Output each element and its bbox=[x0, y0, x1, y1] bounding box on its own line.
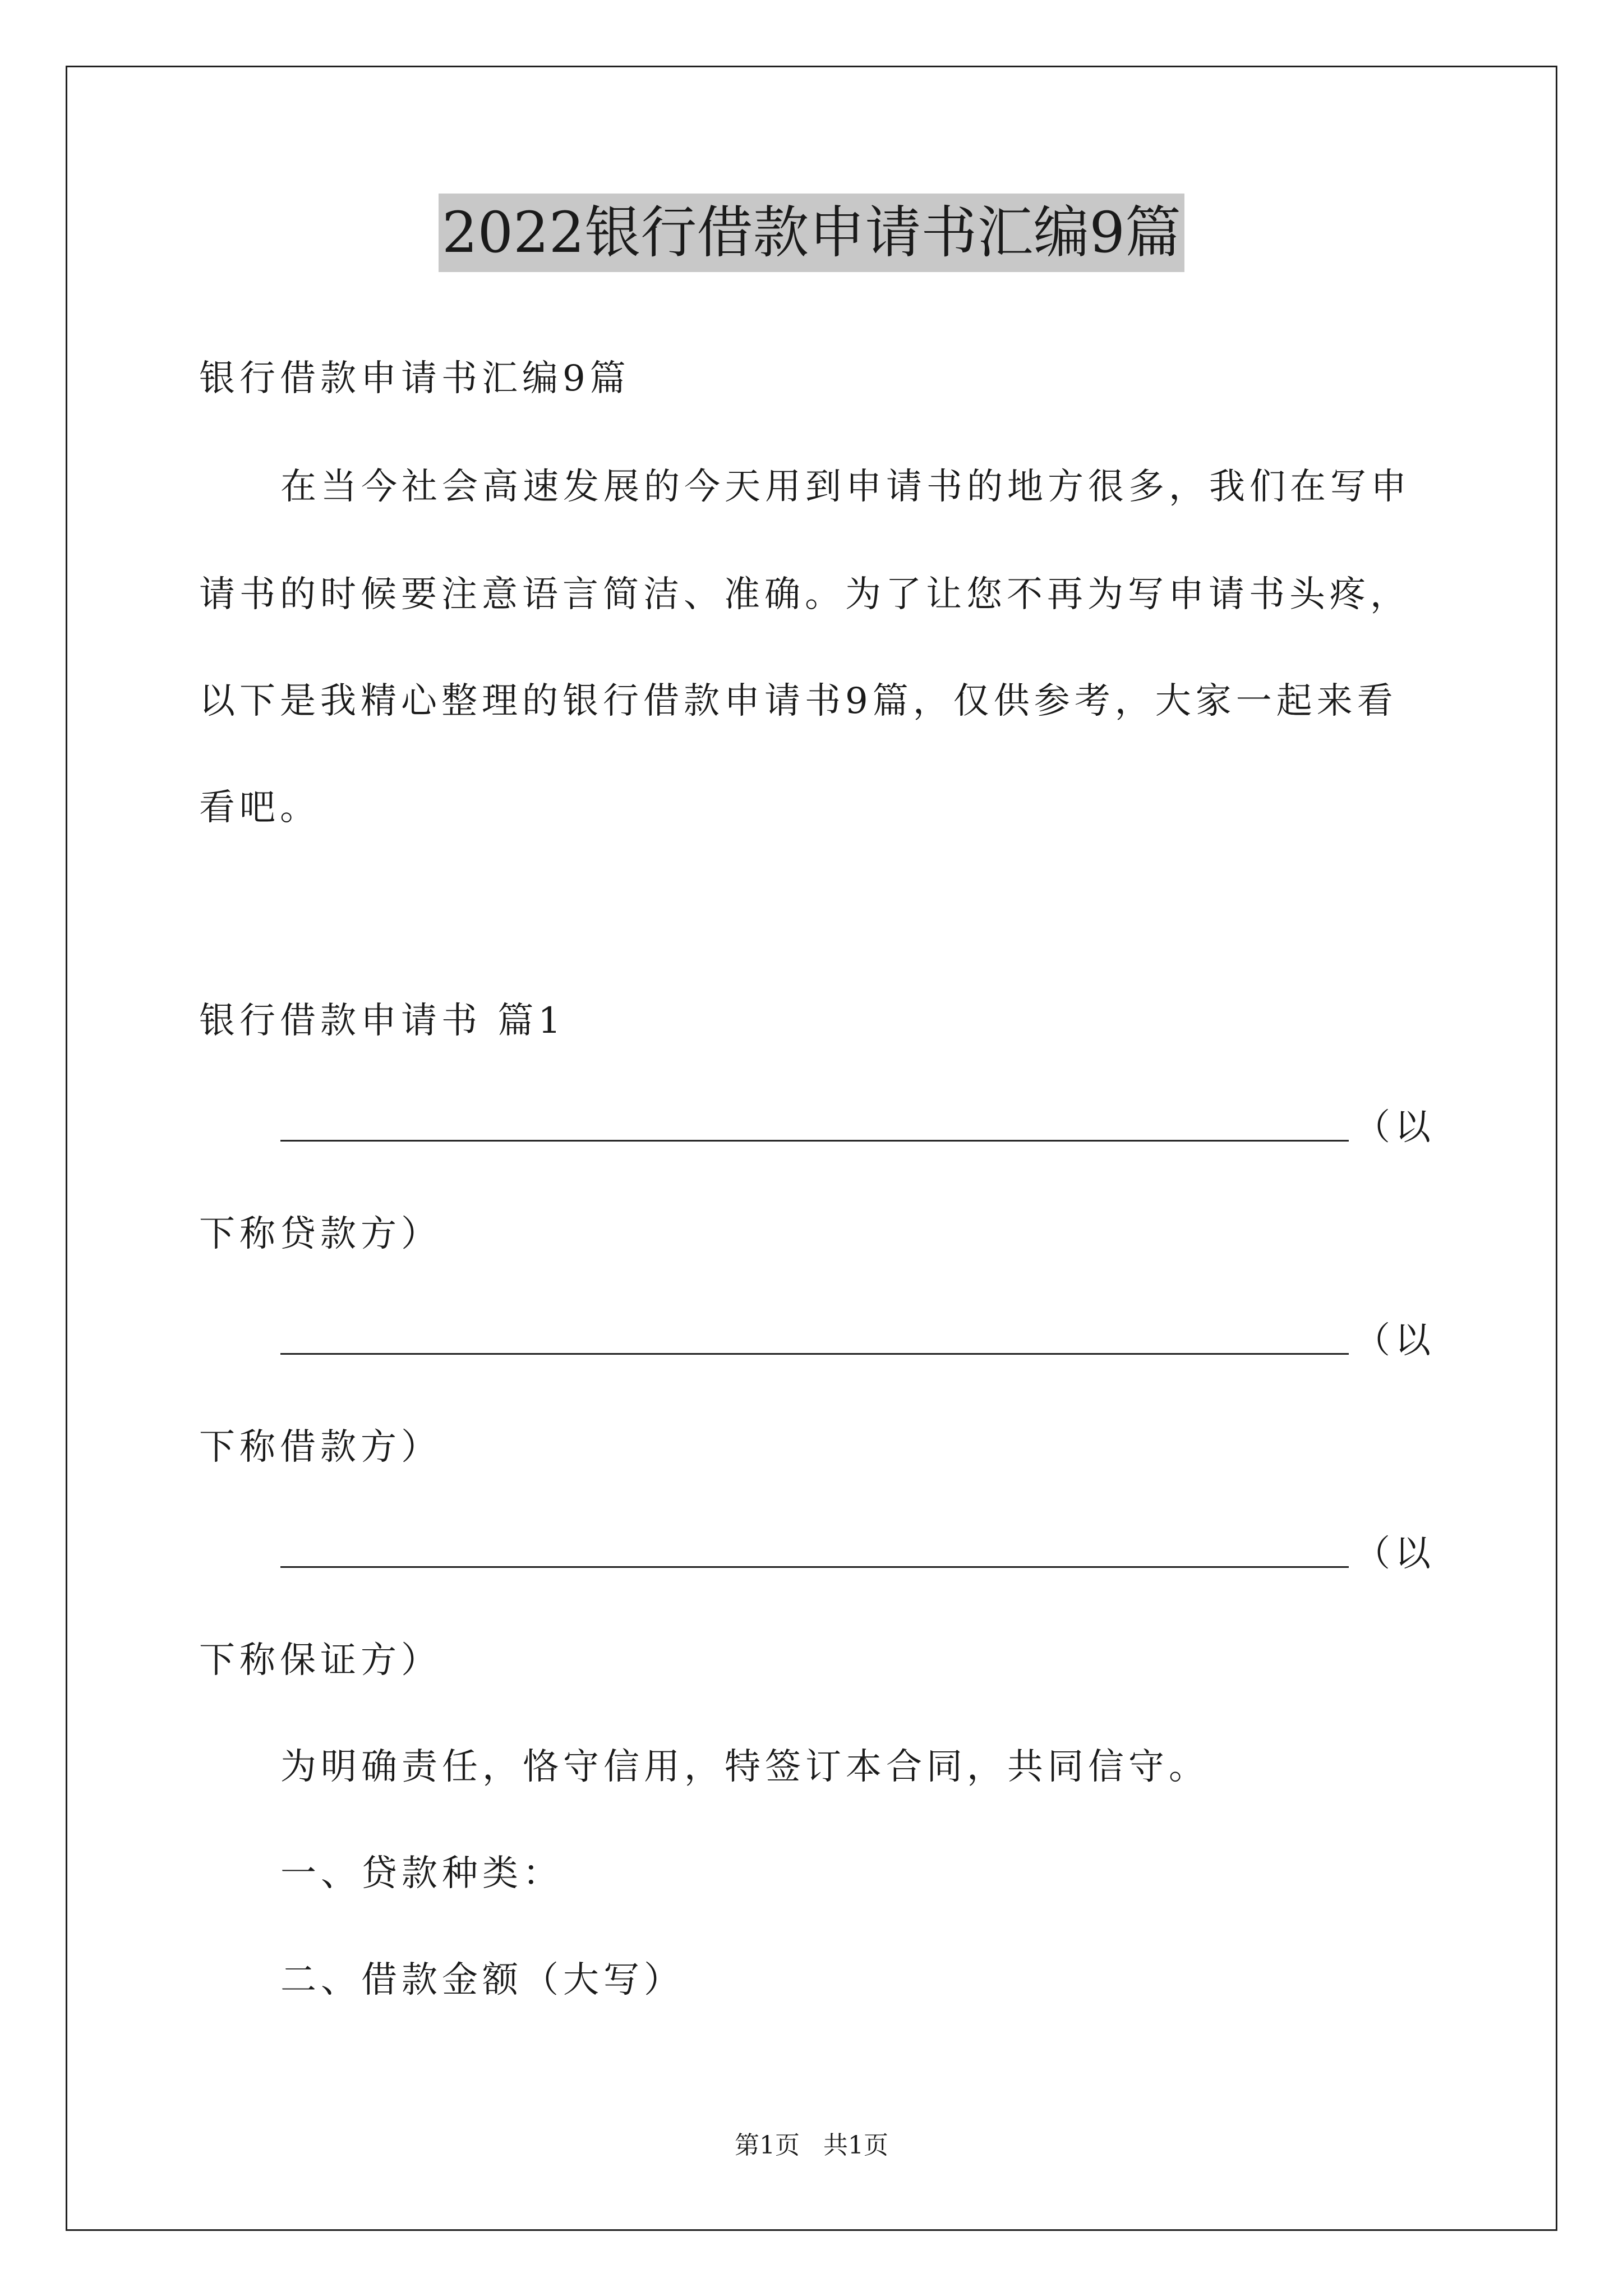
guarantor-blank-line[interactable] bbox=[280, 1566, 1349, 1568]
borrower-blank-suffix: （以 bbox=[1354, 1320, 1435, 1361]
page-footer: 第1页 共1页 bbox=[735, 2131, 888, 2160]
document-subtitle: 银行借款申请书汇编9篇 bbox=[199, 358, 630, 399]
borrower-blank-line[interactable] bbox=[280, 1353, 1349, 1355]
intro-line-4: 看吧。 bbox=[199, 787, 320, 829]
lender-blank-row bbox=[280, 1105, 1436, 1150]
section-heading: 银行借款申请书 篇1 bbox=[199, 1000, 566, 1042]
body-line-1: 为明确责任，恪守信用，特签订本合同，共同信守。 bbox=[280, 1746, 1209, 1788]
lender-label: 下称贷款方） bbox=[199, 1213, 441, 1255]
title-container bbox=[0, 194, 1623, 272]
lender-blank-suffix: （以 bbox=[1354, 1107, 1435, 1148]
guarantor-blank-suffix: （以 bbox=[1354, 1533, 1435, 1575]
body-line-3: 二、借款金额（大写） bbox=[280, 1959, 684, 2001]
body-line-2: 一、贷款种类： bbox=[280, 1853, 563, 1894]
document-title: 2022银行借款申请书汇编9篇 bbox=[439, 194, 1184, 272]
lender-blank-line[interactable] bbox=[280, 1140, 1349, 1142]
borrower-label: 下称借款方） bbox=[199, 1427, 441, 1468]
guarantor-blank-row bbox=[280, 1531, 1436, 1576]
intro-line-1: 在当今社会高速发展的今天用到申请书的地方很多，我们在写申 bbox=[280, 466, 1411, 508]
intro-line-3: 以下是我精心整理的银行借款申请书9篇，仅供参考，大家一起来看 bbox=[199, 680, 1398, 722]
guarantor-label: 下称保证方） bbox=[199, 1640, 441, 1681]
borrower-blank-row bbox=[280, 1318, 1436, 1363]
intro-line-2: 请书的时候要注意语言简洁、准确。为了让您不再为写申请书头疼， bbox=[199, 574, 1410, 615]
